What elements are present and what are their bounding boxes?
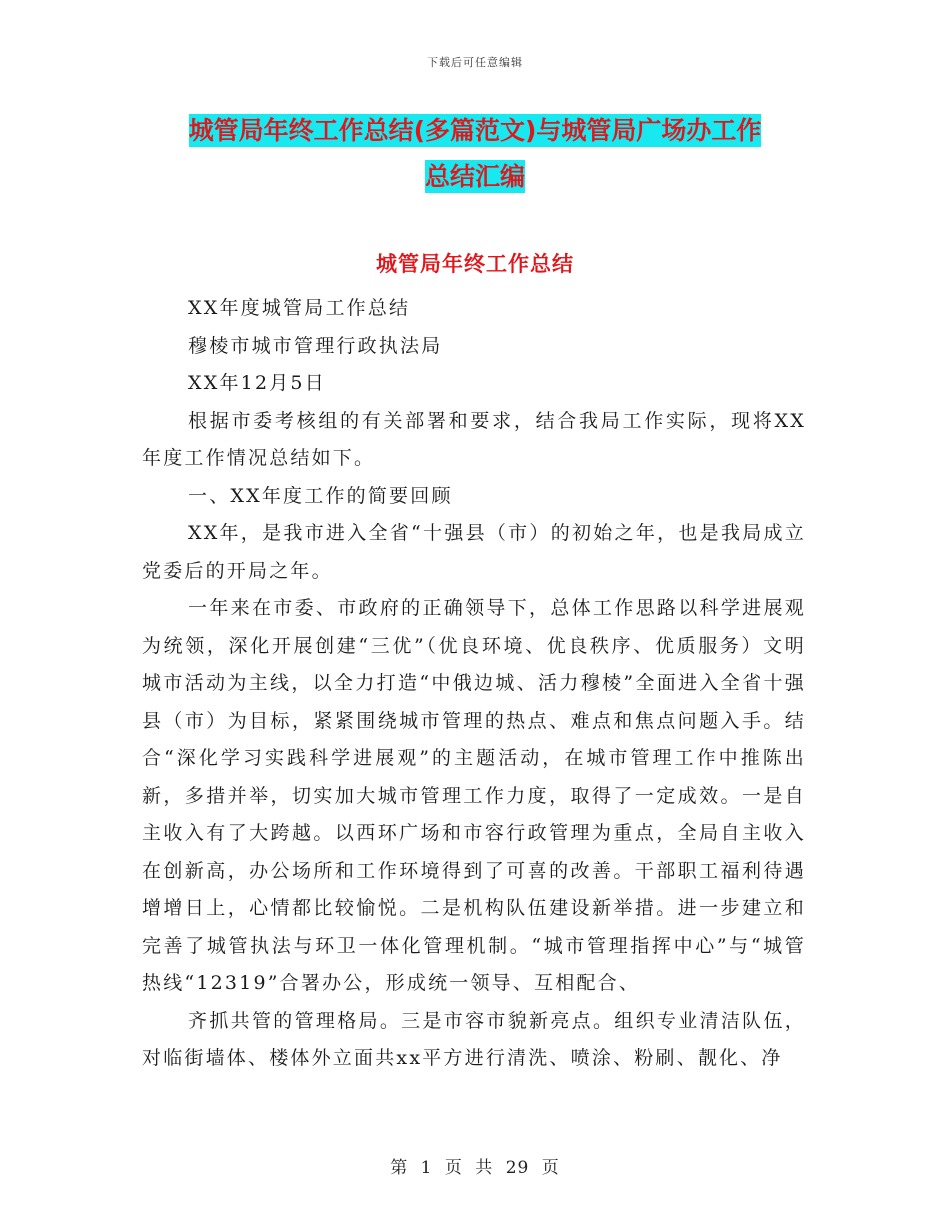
section-title: 城管局年终工作总结 xyxy=(376,252,574,276)
paragraph: 穆棱市城市管理行政执法局 xyxy=(188,334,443,357)
paragraph: 一年来在市委、市政府的正确领导下，总体工作思路以科学进展观为统领，深化开展创建“三优”（优良环境、优良秩序、优质服务）文明城市活动为主线，以全力打造“中俄边城、活力穆棱”全面进入全省十强县（市）为目标，紧紧围绕城市管理的热点、难点和焦点问题入手。结合“深化学习实践科学进展观”的主题活动，在城市管理工作中推陈出新，多措并举，切实加大城市管理工作力度，取得了一定成效。一是自主收入有了大跨越。以西环广场和市容行政管理为重点，全局自主收入在创新高，办公场所和工作环境得到了可喜的改善。干部职工福利待遇增增日上，心情都比较愉悦。二是机构队伍建设新举措。进一步建立和完善了城管执法与环卫一体化管理机制。“城市管理指挥中心”与“城管热线“12319”合署办公，形成统一领导、互相配合、 xyxy=(142,597,806,994)
header-note: 下载后可任意编辑 xyxy=(427,56,523,69)
paragraph: XX年，是我市进入全省“十强县（市）的初始之年，也是我局成立党委后的开局之年。 xyxy=(142,522,806,582)
page-footer: 第 1 页 共 29 页 xyxy=(390,1158,560,1178)
paragraph: 齐抓共管的管理格局。三是市容市貌新亮点。组织专业清洁队伍，对临街墙体、楼体外立面共xx平方进行清洗、喷涂、粉刷、靓化、净 xyxy=(142,1009,806,1069)
document-body xyxy=(142,290,806,1078)
paragraph: 根据市委考核组的有关部署和要求，结合我局工作实际，现将XX年度工作情况总结如下。 xyxy=(142,409,806,469)
paragraph: XX年度城管局工作总结 xyxy=(188,297,411,319)
document-title-line-1: 城管局年终工作总结(多篇范文)与城管局广场办工作 xyxy=(188,116,762,145)
paragraph: 一、XX年度工作的简要回顾 xyxy=(188,484,453,507)
document-title-line-2: 总结汇编 xyxy=(424,162,525,191)
paragraph: XX年12月5日 xyxy=(188,372,326,394)
document-title xyxy=(140,108,810,200)
